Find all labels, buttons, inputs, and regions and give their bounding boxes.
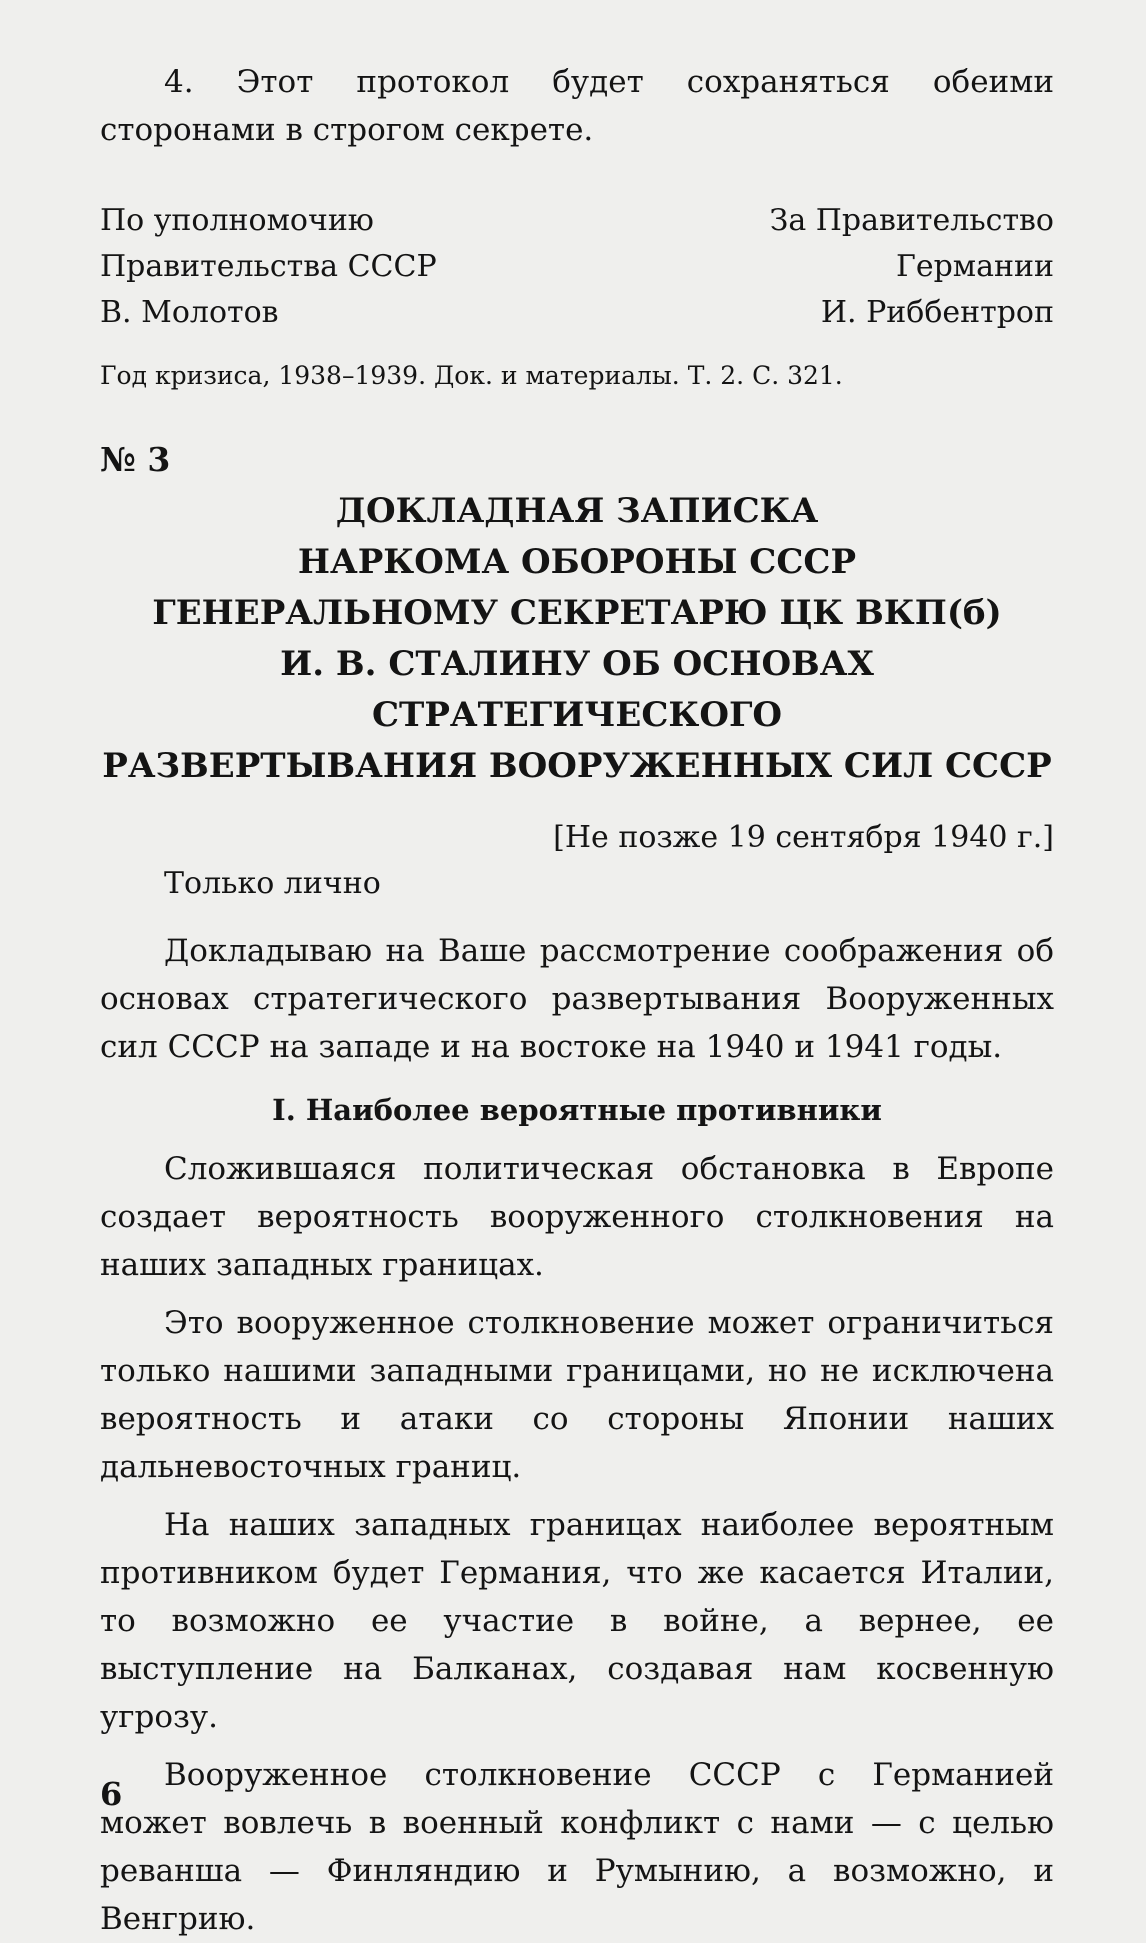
section-paragraph: Вооруженное столкновение СССР с Германией может вовлечь в военный конфликт с нами — с целью реванша — Финляндию и Румынию, а возможно, и Венгрию. [100, 1756, 1054, 1937]
document-title-line: ДОКЛАДНАЯ ЗАПИСКА [335, 491, 819, 531]
signature-soviet-line1: По уполномочию [100, 203, 374, 238]
document-title [100, 486, 1054, 792]
classification-note: Только лично [164, 865, 381, 901]
document-title-line: НАРКОМА ОБОРОНЫ СССР [297, 542, 857, 582]
opening-paragraph: Докладываю на Ваше рассмотрение соображения об основах стратегического развертывания Вооруженных сил СССР на западе и на востоке на 1940 и 1941 годы. [100, 932, 1054, 1065]
protocol-clause: 4. Этот протокол будет сохраняться обеими сторонами в строгом секрете. [100, 64, 1054, 148]
signature-german-line1: За Правительство [769, 203, 1054, 238]
document-number: № 3 [100, 440, 171, 479]
signature-soviet-name: В. Молотов [100, 295, 279, 330]
source-citation: Год кризиса, 1938–1939. Док. и материалы. Т. 2. С. 321. [100, 361, 843, 390]
signature-block [100, 198, 1054, 336]
signature-german [770, 198, 1054, 336]
section-paragraph: Сложившаяся политическая обстановка в Европе создает вероятность вооруженного столкновения на наших западных границах. [100, 1150, 1054, 1283]
document-title-line: ГЕНЕРАЛЬНОМУ СЕКРЕТАРЮ ЦК ВКП(б) [152, 593, 1002, 633]
document-date: [Не позже 19 сентября 1940 г.] [553, 819, 1054, 855]
document-title-line: РАЗВЕРТЫВАНИЯ ВООРУЖЕННЫХ СИЛ СССР [102, 746, 1052, 786]
section-paragraph: На наших западных границах наиболее вероятным противником будет Германия, что же касается Италии, то возможно ее участие в войне, а вернее, ее выступление на Балканах, создавая нам косвенную угрозу. [100, 1506, 1054, 1735]
page-content [100, 58, 1054, 1943]
signature-soviet-line2: Правительства СССР [100, 249, 437, 284]
section-heading: I. Наиболее вероятные противники [272, 1092, 882, 1127]
signature-soviet [100, 198, 437, 336]
signature-german-line2: Германии [895, 249, 1054, 284]
page-number: 6 [100, 1775, 123, 1813]
document-title-line: И. В. СТАЛИНУ ОБ ОСНОВАХ СТРАТЕГИЧЕСКОГО [280, 644, 874, 735]
section-paragraph: Это вооруженное столкновение может ограничиться только нашими западными границами, но не исключена вероятность и атаки со стороны Японии наших дальневосточных границ. [100, 1304, 1054, 1485]
signature-german-name: И. Риббентроп [820, 295, 1054, 330]
